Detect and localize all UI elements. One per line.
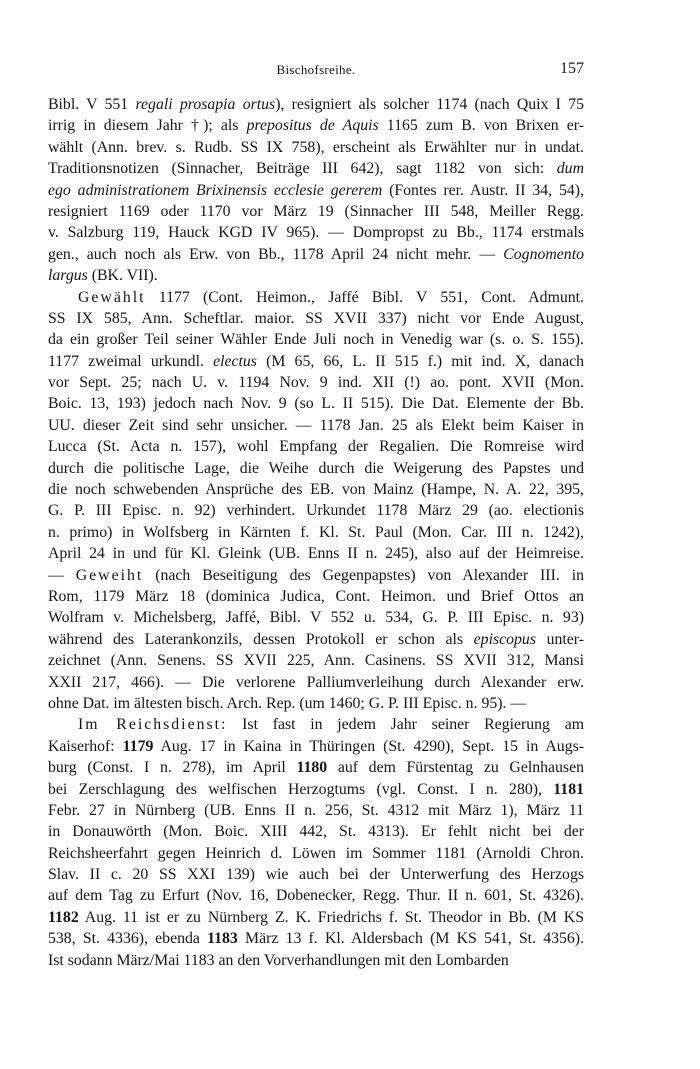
text-line [48,736,584,757]
text-line [48,800,584,821]
text-run: burg (Const. I n. 278), im April [48,759,297,777]
text-line [48,244,584,265]
text-run: Traditionsnotizen (Sinnacher, Beiträge III 642), sagt 1182 von sich: [48,160,557,178]
italic-text: Cognomento [503,245,584,263]
text-run: ), resigniert als solcher 1174 (nach Quix I 75 [275,96,584,113]
text-run: Aug. 17 in Kaina in Thüringen (St. 4290), Sept. 15 in Augs- [153,737,584,755]
text-run: vor Sept. 25; nach U. v. 1194 Nov. 9 ind. XII (!) ao. pont. XVII (Mon. [48,374,584,392]
text-line [48,607,584,628]
text-run: Lucca (St. Acta n. 157), wohl Empfang der Regalien. Die Romreise wird [48,438,584,456]
text-run: ohne Dat. im ältesten bisch. Arch. Rep. (um 1460; G. P. III Episc. n. 95). — [48,694,527,712]
text-line [48,629,584,650]
italic-text: regali prosapia ortus [135,96,276,113]
text-run: Febr. 27 in Nürnberg (UB. Enns II n. 256, St. 4312 mit März 1), März 11 [48,801,584,819]
text-run: Ist sodann März/Mai 1183 an den Vorverhandlungen mit den Lombarden [48,951,509,969]
text-line [48,458,584,479]
bold-year: 1181 [553,780,584,798]
text-run: n. primo) in Wolfsberg in Kärnten f. Kl. St. Paul (Mon. Car. III n. 1242), [48,523,584,541]
text-line [48,928,584,949]
text-run: (Fontes rer. Austr. II 34, 54), [382,181,584,199]
text-run: März 13 f. Kl. Aldersbach (M KS 541, St. 4356). [237,930,584,948]
text-run: SS IX 585, Ann. Scheftlar. maior. SS XVII 337) nicht vor Ende August, [48,309,584,327]
italic-text: ego administrationem Brixinensis ecclesie gererem [48,181,383,199]
text-run: auf dem Tag zu Erfurt (Nov. 16, Dobenecker, Regg. Thur. II n. 601, St. 4326). [48,887,584,905]
italic-text: electus [213,352,257,370]
text-run: Kaiserhof: [48,737,123,755]
text-run: gen., auch noch als Erw. von Bb., 1178 April 24 nicht mehr. — [48,245,504,263]
text-line [48,864,584,885]
text-line [48,329,584,350]
text-line [48,565,584,586]
text-run: bei Zerschlagung des welfischen Herzogtums (vgl. Const. I n. 280), [48,780,554,798]
text-line [48,308,584,329]
text-run: v. Salzburg 119, Hauck KGD IV 965). — Dompropst zu Bb., 1174 erstmals [48,224,584,242]
text-line [48,522,584,543]
text-line [48,843,584,864]
text-run: die noch schwebenden Ansprüche des EB. von Mainz (Hampe, N. A. 22, 395, [48,481,584,499]
text-run: 1165 zum B. von Brixen er- [378,117,584,135]
text-run: XXII 217, 466). — Die verlorene Palliumverleihung durch Alexander erw. [48,673,584,691]
text-run: (M 65, 66, L. II 515 f.) mit ind. X, danach [256,352,584,370]
spaced-heading: Geweiht [75,566,144,584]
text-line [48,222,584,243]
page-number: 157 [560,60,584,77]
text-line [48,586,584,607]
text-line [48,94,584,115]
text-run: — [48,566,76,584]
spaced-heading: Im Reichsdienst: [78,716,228,734]
text-run: 1177 zweimal urkundl. [48,352,214,370]
text-line [48,757,584,778]
text-line [48,693,584,714]
text-line [48,672,584,693]
text-line [48,500,584,521]
text-line [48,415,584,436]
text-line [48,137,584,158]
text-run: unter- [535,630,584,648]
text-line [48,821,584,842]
text-run: (nach Beseitigung des Gegenpapstes) von Alexander III. in [143,566,584,584]
text-run: Slav. II c. 20 SS XXI 139) wie auch bei der Unterwerfung des Herzogs [48,866,584,884]
text-line [48,351,584,372]
text-run: Rom, 1179 März 18 (dominica Judica, Cont. Heimon. und Brief Ottos an [48,587,584,605]
text-line [48,543,584,564]
text-line [48,885,584,906]
italic-text: dum [556,160,584,178]
text-line [48,393,584,414]
text-line [48,907,584,928]
text-line [48,115,584,136]
text-run: Reichsheerfahrt gegen Heinrich d. Löwen im Sommer 1181 (Arnoldi Chron. [48,844,584,862]
text-run: in Donauwörth (Mon. Boic. XIII 442, St. 4313). Er fehlt nicht bei der [48,823,584,841]
text-run: Aug. 11 ist er zu Nürnberg Z. K. Friedrichs f. St. Theodor in Bb. (M KS [78,908,584,926]
bold-year: 1182 [48,908,79,926]
text-line [48,201,584,222]
text-run: G. P. III Episc. n. 92) verhindert. Urkundet 1178 März 29 (ao. electionis [48,502,584,520]
text-line [48,265,584,286]
text-line [48,479,584,500]
text-line [48,180,584,201]
text-run: resigniert 1169 oder 1170 vor März 19 (Sinnacher III 548, Meiller Regg. [48,202,584,220]
text-run: Boic. 13, 193) jedoch nach Nov. 9 (so L. II 515). Die Dat. Elemente der Bb. [48,395,584,413]
text-run: zeichnet (Ann. Senens. SS XVII 225, Ann. Casinens. SS XVII 312, Mansi [48,652,584,670]
text-run: UU. dieser Zeit sind sehr unsicher. — 1178 Jan. 25 als Elekt beim Kaiser in [48,416,584,434]
text-run: (BK. VII). [87,267,158,285]
spaced-heading: Gewählt [78,288,146,306]
text-run: Ist fast in jedem Jahr seiner Regierung am [227,716,584,734]
text-line [48,287,584,308]
italic-text: prepositus de Aquis [246,117,379,135]
body-text [48,94,584,971]
text-run: Wolfram v. Michelsberg, Jaffé, Bibl. V 552 u. 534, G. P. III Episc. n. 93) [48,609,584,627]
italic-text: episcopus [473,630,536,648]
bold-year: 1180 [296,759,328,777]
text-run: 538, St. 4336), ebenda [48,930,208,948]
text-line [48,436,584,457]
text-run: während des Laterankonzils, dessen Protokoll er schon als [48,630,474,648]
text-line [48,950,584,971]
text-line [48,372,584,393]
text-run: durch die politische Lage, die Weihe durch die Weigerung des Papstes und [48,459,584,477]
text-line [48,650,584,671]
text-line [48,779,584,800]
running-title: Bischofsreihe. [276,62,356,77]
italic-text: largus [48,267,88,285]
text-run: wählt (Ann. brev. s. Rudb. SS IX 758), erscheint als Erwählter nur in undat. [48,138,584,156]
bold-year: 1183 [207,930,238,948]
bold-year: 1179 [122,737,154,755]
running-head [48,60,584,82]
text-run: auf dem Fürstentag zu Gelnhausen [327,759,584,777]
text-run: 1177 (Cont. Heimon., Jaffé Bibl. V 551, Cont. Admunt. [145,288,584,306]
text-line [48,714,584,735]
text-line [48,158,584,179]
text-run: da ein großer Teil seiner Wähler Ende Juli noch in Venedig war (s. o. S. 155). [48,331,584,349]
text-run: April 24 in und für Kl. Gleink (UB. Enns II n. 245), also auf der Heimreise. [48,545,584,563]
text-run: Bibl. V 551 [48,96,136,113]
text-run: irrig in diesem Jahr †); als [48,117,247,135]
